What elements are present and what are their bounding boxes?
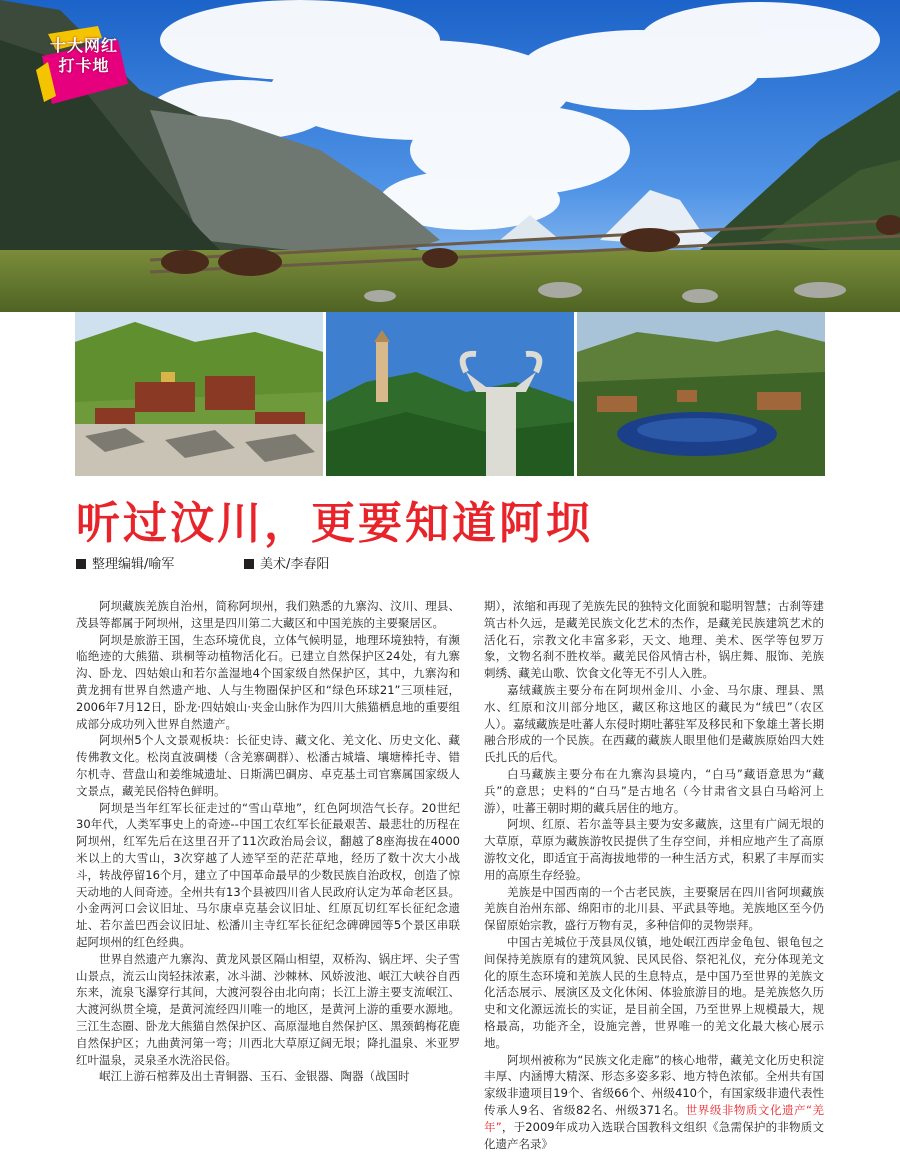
paragraph: 阿坝是旅游王国，生态环境优良，立体气候明显，地理环境独特，有濒临绝迹的大熊猫、珙桐等动植物活化石。已建立自然保护区24处，有九寨沟、卧龙、四姑娘山和若尔盖湿地4个国家级自然保护区，其中，九寨沟和黄龙拥有世界自然遗产地、人与生物圈保护区和“绿色环球21”三项桂冠，2006年7月12日，卧龙·四姑娘山·夹金山脉作为四川大熊猫栖息地的重要组成部分成功列入世界自然遗产。	[76, 632, 460, 731]
hero-mountain-valley-photo	[0, 0, 900, 312]
paragraph: 中国古羌城位于茂县凤仪镇，地处岷江西岸金龟包、银龟包之间保持羌族原有的建筑风貌、民风民俗、祭祀礼仪，充分体现羌文化的原生态环境和羌族人民的生息特点，是中国乃至世界的羌族文化活态展示、展演区及文化休闲、体验旅游目的地。是羌族悠久历史和文化源远流长的实证，是目前全国，乃至世界上规模最大，规格最高，功能齐全，设施完善，世界唯一的羌文化最大核心展示地。	[484, 934, 824, 1050]
paragraph: 世界自然遗产九寨沟、黄龙风景区隔山相望，双桥沟、锅庄坪、尖子雪山景点，流云山岗轻抹浓素，冰斗湖、沙棘林、风娇波池、岷江大峡谷自西东来，流泉飞瀑穿行其间，大渡河裂谷由北向南；长江上游主要支流岷江、大渡河纵贯全境，是黄河流经四川唯一的地区，是黄河上游的重要水源地。三江生态圈、卧龙大熊猫自然保护区、高原湿地自然保护区、黑颈鹤梅花鹿自然保护区；九曲黄河第一弯；川西北大草原辽阔无垠；降扎温泉、米亚罗红叶温泉，灵泉圣水洗浴民俗。	[76, 951, 460, 1067]
paragraph: 岷江上游石棺葬及出土青铜器、玉石、金银器、陶器（战国时	[99, 1069, 410, 1084]
photo-monastery-village	[75, 312, 323, 476]
badge-line-2: 打卡地	[58, 56, 110, 75]
paragraph: 嘉绒藏族主要分布在阿坝州金川、小金、马尔康、理县、黑水、红原和汶川部分地区，藏区称这地区的藏民为“绒巴”（农区人）。嘉绒藏族是吐蕃人东侵时期吐蕃驻军及移民和下象雄土著长期融合形成的一个民族。在西藏的藏族人眼里他们是藏族原始四大姓氏扎氏的后代。	[484, 682, 824, 765]
editor-credit	[76, 553, 174, 572]
article-title: 听过汶川，更要知道阿坝	[76, 498, 593, 549]
highlighted-heritage-text: 世界级非物质文化遗产“羌年”	[484, 1102, 824, 1134]
paragraph-last	[484, 1052, 824, 1153]
art-credit-text: 美术/李春阳	[260, 557, 330, 572]
square-bullet-icon	[76, 559, 86, 569]
square-bullet-icon	[244, 559, 254, 569]
paragraph: 阿坝是当年红军长征走过的“雪山草地”，红色阿坝浩气长存。20世纪30年代，人类军事史上的奇迹--中国工农红军长征最艰苦、最悲壮的历程在阿坝州，红军先后在这里召开了11次政治局会议，翻越了8座海拔在4000米以上的大雪山，3次穿越了人迹罕至的茫茫草地，经历了数十次大小战斗，转战停留16个月，建立了中国革命最早的少数民族自治政权，创造了惊天动地的人间奇迹。全州共有13个县被四川省人民政府认定为革命老区县。小金两河口会议旧址、马尔康卓克基会议旧址、红原瓦切红军长征纪念遗址、若尔盖巴西会议旧址、松潘川主寺红军长征纪念碑碑园等5个景区串联起阿坝州的红色经典。	[76, 800, 460, 949]
monument-image	[326, 312, 574, 476]
art-credit	[244, 553, 329, 572]
monastery-image	[75, 312, 323, 476]
paragraph-text: 阿坝州被称为“民族文化走廊”的核心地带，藏羌文化历史积淀丰厚、内涵博大精深、形态多姿多彩、地方特色浓郁。全州共有国家级非遗项目19个、省级66个、州级410个，有国家级非遗代表性传承人9名、省级82名、州级371名。	[484, 1052, 824, 1117]
paragraph: 阿坝、红原、若尔盖等县主要为安多藏族，这里有广阔无垠的大草原，草原为藏族游牧民提供了生存空间，并相应地产生了高原游牧文化，即适宜于高海拔地带的一种生活方式，积累了丰厚而实用的高原生存经验。	[484, 817, 824, 882]
photo-monument-tower	[326, 312, 574, 476]
paragraph-text: ，于2009年成功入选联合国教科文组织《急需保护的非物质文化遗产名录》	[484, 1119, 824, 1151]
lake-image	[577, 312, 825, 476]
paragraph: 期），浓缩和再现了羌族先民的独特文化面貌和聪明智慧；古刹等建筑古朴久远，是藏羌民族文化艺术的杰作，是藏羌民族建筑艺术的活化石，宗教文化丰富多彩，天文、地理、美术、医学等包罗万象，文物名刹不胜枚举。藏羌民俗风情古朴，锅庄舞、服饰、羌族刺绣、藏羌山歌、饮食文化等无不引人入胜。	[484, 599, 824, 681]
paragraph: 阿坝藏族羌族自治州，简称阿坝州，我们熟悉的九寨沟、汶川、理县、茂县等都属于阿坝州，这里是四川第二大藏区和中国羌族的主要聚居区。	[76, 599, 460, 630]
badge-label	[44, 36, 124, 76]
hero-landscape-image	[0, 0, 900, 312]
paragraph: 羌族是中国西南的一个古老民族，主要聚居在四川省阿坝藏族羌族自治州东部、绵阳市的北川县、平武县等地。羌族地区至今仍保留原始宗教，盛行万物有灵，多种信仰的灵物崇拜。	[484, 884, 824, 933]
right-column	[484, 598, 824, 1152]
paragraph: 阿坝州5个人文景观板块：长征史诗、藏文化、羌文化、历史文化、藏传佛教文化。松岗直波碉楼（含羌寨碉群）、松潘古城墙、壤塘棒托寺、错尔机寺、营盘山和姜维城遗址、日斯满巴碉房、卓克基土司官寨属国家级人文景点，藏羌民俗特色鲜明。	[76, 733, 460, 798]
editor-credit-text: 整理编辑/喻军	[92, 557, 175, 572]
badge-line-1: 十大网红	[49, 36, 118, 55]
left-column	[76, 598, 460, 1085]
paragraph: 白马藏族主要分布在九寨沟县境内，“白马”藏语意思为“藏兵”的意思；史料的“白马”是古地名（今甘肃省文县白马峪河上游），吐蕃王朝时期的藏兵居住的地方。	[484, 766, 824, 815]
photo-grassland-lake	[577, 312, 825, 476]
